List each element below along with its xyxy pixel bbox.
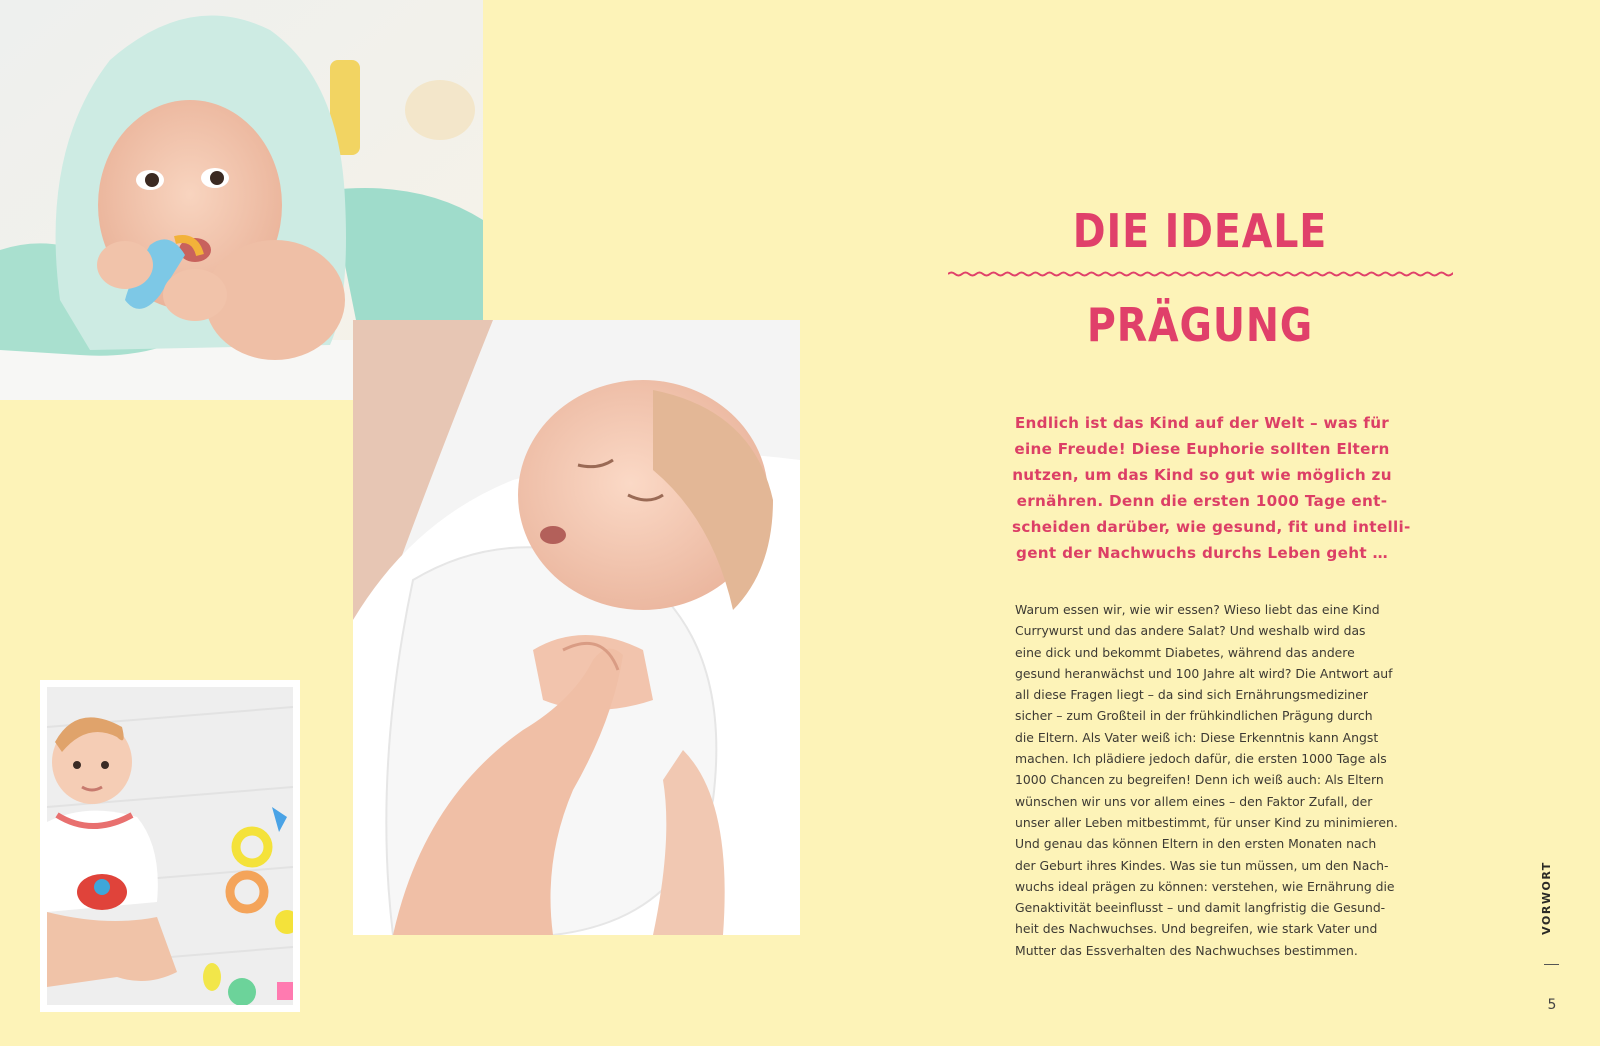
intro-line: eine Freude! Diese Euphorie sollten Eltern <box>1014 440 1390 458</box>
body-line: heit des Nachwuchses. Und begreifen, wie stark Vater und <box>1015 921 1378 937</box>
intro-paragraph <box>1012 410 1411 566</box>
photo-toddler-toys <box>40 680 300 1012</box>
body-line: Mutter das Essverhalten des Nachwuchses bestimmen. <box>1015 942 1358 958</box>
body-line: 1000 Chancen zu begreifen! Denn ich weiß auch: Als Eltern <box>1015 772 1384 788</box>
body-line: Warum essen wir, wie wir essen? Wieso liebt das eine Kind <box>1015 602 1380 617</box>
label-dash <box>1544 964 1559 965</box>
page-title-line2: PRÄGUNG <box>1086 298 1314 352</box>
intro-line: ernähren. Denn die ersten 1000 Tage ent- <box>1016 492 1388 510</box>
body-paragraph <box>1015 599 1398 961</box>
body-line: gesund heranwächst und 100 Jahre alt wird? Die Antwort auf <box>1015 665 1393 681</box>
page-title-line1: DIE IDEALE <box>1072 204 1328 258</box>
wavy-divider <box>948 264 1453 284</box>
intro-line: gent der Nachwuchs durchs Leben geht … <box>1016 544 1388 562</box>
body-line: eine dick und bekommt Diabetes, während das andere <box>1015 644 1355 660</box>
body-line: die Eltern. Als Vater weiß ich: Diese Erkenntnis kann Angst <box>1015 729 1379 745</box>
intro-line: Endlich ist das Kind auf der Welt – was für <box>1014 414 1390 432</box>
body-line: wünschen wir uns vor allem eines – den Faktor Zufall, der <box>1015 793 1373 809</box>
page-number: 5 <box>1547 997 1557 1013</box>
body-line: wuchs ideal prägen zu können: verstehen, wie Ernährung die <box>1015 878 1395 894</box>
body-line: sicher – zum Großteil in der frühkindlichen Prägung durch <box>1015 708 1373 724</box>
body-line: unser aller Leben mitbestimmt, für unser Kind zu minimieren. <box>1015 814 1398 830</box>
intro-line: scheiden darüber, wie gesund, fit und intelli- <box>1012 518 1411 536</box>
body-line: der Geburt ihres Kindes. Was sie tun müssen, um den Nach- <box>1015 857 1389 873</box>
body-line: Genaktivität beeinflusst – und damit langfristig die Gesund- <box>1015 900 1386 916</box>
photo-newborn-sleeping <box>353 320 800 935</box>
intro-line: nutzen, um das Kind so gut wie möglich zu <box>1012 466 1392 484</box>
body-line: machen. Ich plädiere jedoch dafür, die ersten 1000 Tage als <box>1015 751 1387 767</box>
section-label: VORWORT <box>1540 861 1553 935</box>
body-line: Currywurst und das andere Salat? Und weshalb wird das <box>1015 623 1366 639</box>
body-line: Und genau das können Eltern in den ersten Monaten nach <box>1015 836 1377 852</box>
body-line: all diese Fragen liegt – da sind sich Ernährungsmediziner <box>1015 687 1368 703</box>
